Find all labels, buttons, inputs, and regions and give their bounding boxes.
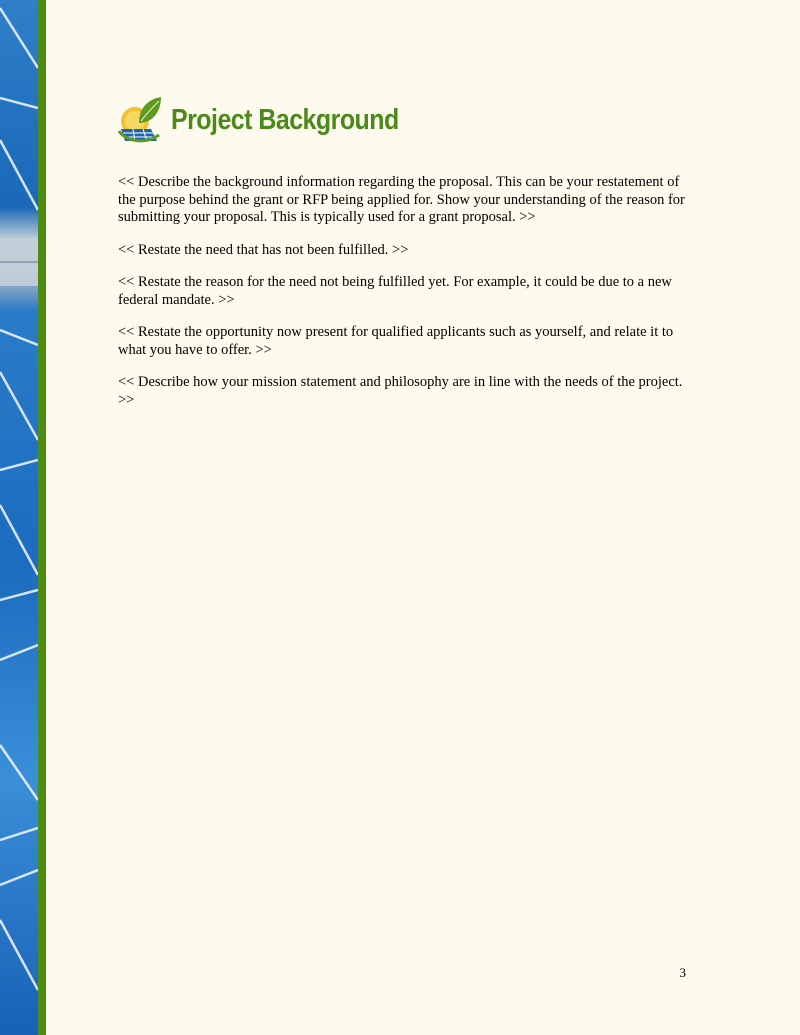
paragraph-background: << Describe the background information regarding the proposal. This can be your restatement of the purpose behind the grant or RFP being applied for. Show your understanding of the reason for submitting your proposal. This is typically used for a grant proposal. >>	[118, 174, 685, 225]
page-number: 3	[679, 965, 686, 980]
paragraph-mission: << Describe how your mission statement and philosophy are in line with the needs of the project. >>	[118, 374, 683, 408]
page-title: Project Background	[171, 103, 399, 136]
body-text	[118, 174, 686, 424]
section-header	[117, 92, 436, 148]
green-accent-stripe	[38, 0, 46, 1035]
solar-leaf-logo-icon	[117, 95, 163, 145]
solar-panel-grid-lines	[0, 0, 38, 1035]
paragraph-opportunity: << Restate the opportunity now present for qualified applicants such as yourself, and relate it to what you have to offer. >>	[118, 324, 674, 358]
solar-panel-image	[0, 0, 38, 1035]
paragraph-need: << Restate the need that has not been fulfilled. >>	[118, 241, 409, 258]
paragraph-reason: << Restate the reason for the need not being fulfilled yet. For example, it could be due to a new federal mandate. >>	[118, 274, 672, 308]
